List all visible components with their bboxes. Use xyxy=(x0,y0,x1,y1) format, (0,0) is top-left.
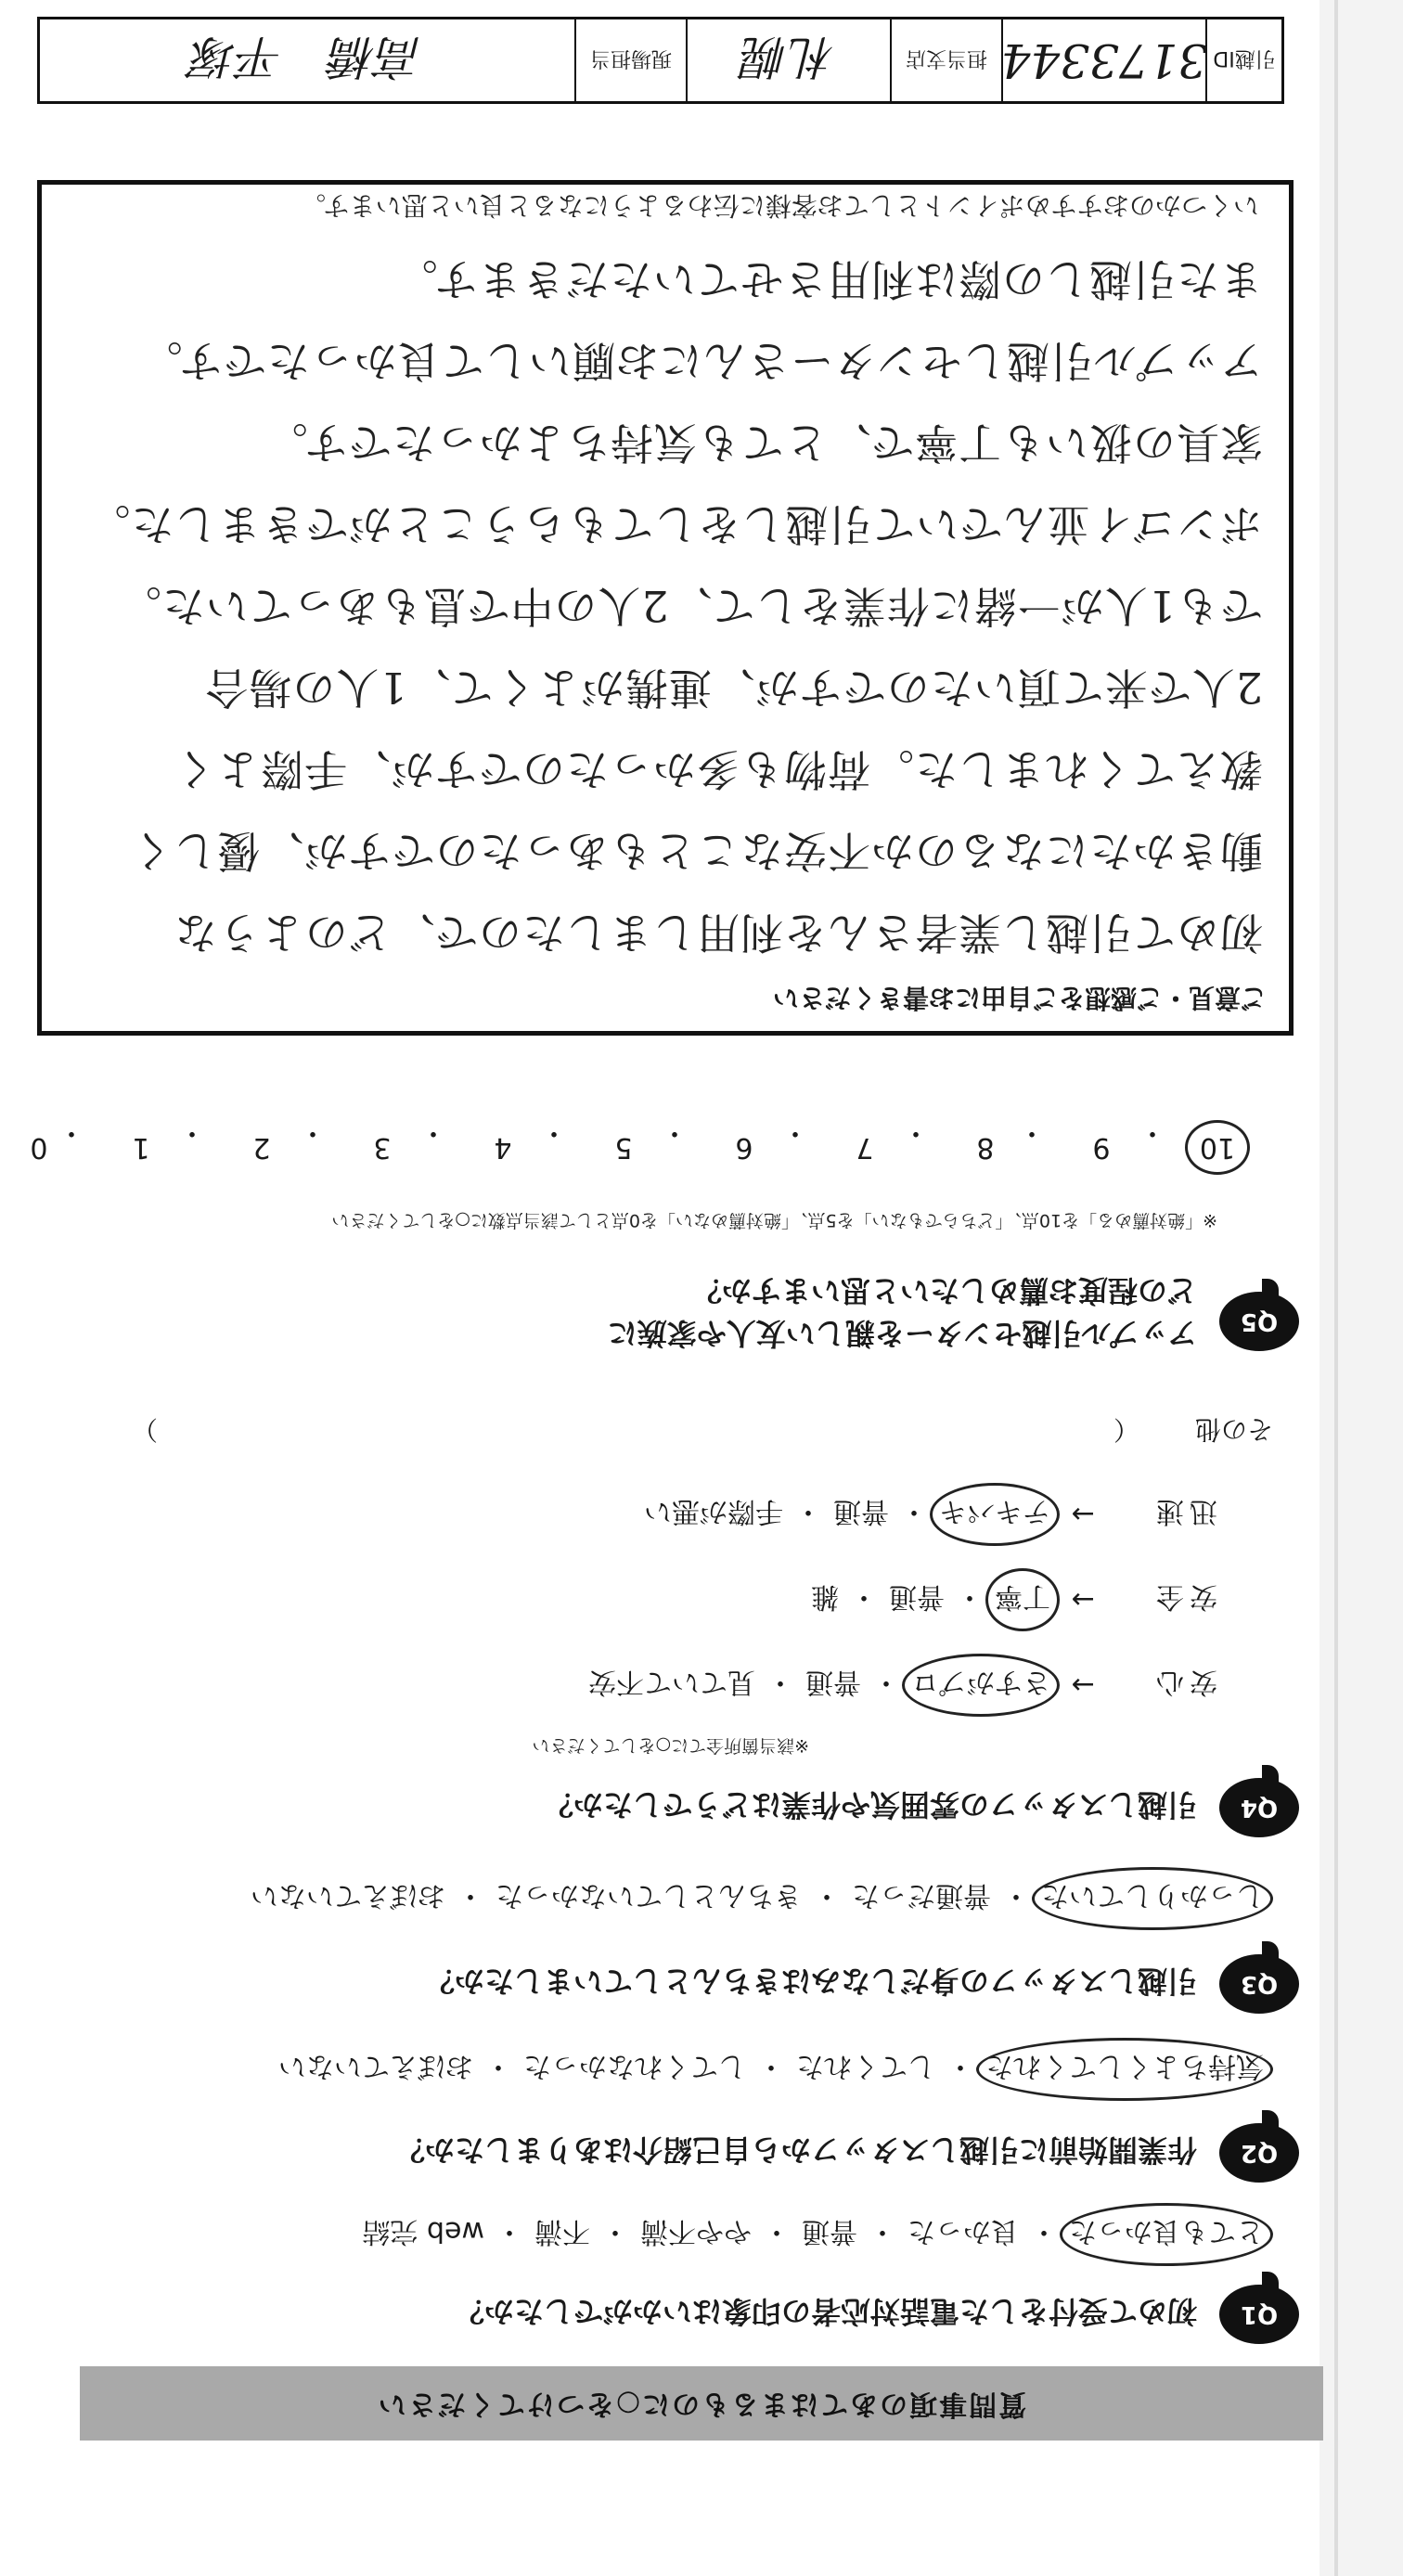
q4-row-speed: 迅速 → テキパキ ・ 普通 ・ 手際が悪い xyxy=(644,1494,1217,1535)
q5-question-line2: どの程度お薦めしたいと思いますか？ xyxy=(691,1273,1197,1308)
branch-label: 担当支店 xyxy=(890,19,1001,101)
q3-option-neat[interactable]: しっかりしていた xyxy=(1041,1878,1264,1919)
q4-option-careful[interactable]: 丁寧 xyxy=(995,1579,1050,1620)
q5-score-7[interactable]: 7 xyxy=(856,1131,874,1164)
q4-row-label: 安心 xyxy=(1151,1666,1217,1698)
handwritten-line: アップル引越しセンターさんにお願いして良かったです。 xyxy=(138,336,1263,386)
q4-note: ※該当箇所全てに○をしてください xyxy=(532,1735,809,1756)
q4-other-close-paren: ） xyxy=(131,1414,158,1445)
q4-option-normal[interactable]: 普通 xyxy=(889,1580,945,1613)
q4-row-label: 迅速 xyxy=(1151,1495,1217,1527)
handwritten-line: 動きかたになるのか不安なこともあったのですが、優しく xyxy=(129,826,1263,876)
handwritten-line: 家具の扱いも丁寧で、とても気持ちよかったです。 xyxy=(264,418,1263,468)
q3-option-normal[interactable]: 普通だった xyxy=(852,1879,991,1912)
q4-other-open-paren: （ xyxy=(1113,1414,1139,1445)
q5-score-8[interactable]: 8 xyxy=(976,1131,995,1164)
q5-score-1[interactable]: 1 xyxy=(132,1131,150,1164)
q4-option-brisk[interactable]: テキパキ xyxy=(939,1494,1050,1535)
q5-score-9[interactable]: 9 xyxy=(1092,1131,1111,1164)
handwritten-line: 教えてくれました。荷物も多かったのですが、手際よく xyxy=(173,744,1263,794)
q5-score-10[interactable]: 10 xyxy=(1194,1131,1241,1164)
q5-score-6[interactable]: 6 xyxy=(735,1131,753,1164)
q2-badge: Q2 xyxy=(1219,2123,1299,2183)
leader-label: 現場担当 xyxy=(574,19,686,101)
q2-option-did[interactable]: してくれた xyxy=(796,2050,935,2082)
q5-score-3[interactable]: 3 xyxy=(373,1131,392,1164)
q5-score-5[interactable]: 5 xyxy=(614,1131,633,1164)
handwritten-line: また引越しの際は利用させていただきます。 xyxy=(393,254,1263,304)
q5-note: ※「絶対薦める」を10点、「どちらでもない」を5点、「絶対薦めない」を0点として該当点数に○をしてください xyxy=(331,1210,1217,1230)
q4-badge: Q4 xyxy=(1219,1778,1299,1837)
scan-edge-line xyxy=(1334,0,1338,2576)
q1-option-slightly-dissatisfied[interactable]: やや不満 xyxy=(640,2215,752,2248)
q4-question: 引越しスタッフの雰囲気や作業はどうでしたか？ xyxy=(543,1787,1197,1823)
q2-question: 作業開始前に引越しスタッフから自己紹介はありましたか？ xyxy=(394,2132,1197,2168)
handwritten-line: 初めて引越し業者さんを利用しましたので、どのような xyxy=(173,908,1263,958)
q3-question: 引越しスタッフの身だしなみはきちんとしていましたか？ xyxy=(424,1964,1197,1999)
q3-option-not-neat[interactable]: きちんとしていなかった xyxy=(496,1879,802,1912)
move-id-label: 引越ID xyxy=(1205,19,1281,101)
q4-row-security: 安全 → 丁寧 ・ 普通 ・ 雑 xyxy=(811,1579,1217,1620)
q2-option-gladly[interactable]: 気持ちよくしてくれた xyxy=(985,2049,1264,2090)
q5-score-2[interactable]: 2 xyxy=(252,1131,271,1164)
instruction-text: 質問事項のあてはまるものに○をつけてください xyxy=(376,2388,1027,2420)
instruction-banner xyxy=(80,2366,1323,2441)
handwritten-line: 2人で来て頂いたのですが、連携がよくて、1人の場合 xyxy=(204,663,1263,713)
q4-option-normal[interactable]: 普通 xyxy=(833,1495,889,1527)
move-id-value: 3173344 xyxy=(1001,19,1205,101)
q1-question: 初めて受付をした電話対応者の印象はいかがでしたか？ xyxy=(454,2294,1197,2329)
q1-option-web[interactable]: web 完結 xyxy=(362,2215,484,2248)
q5-question-line1: アップル引越センターを親しい友人や家族に xyxy=(607,1316,1197,1351)
q4-option-anxious[interactable]: 見ていて不安 xyxy=(588,1666,755,1698)
q2-option-did-not[interactable]: してくれなかった xyxy=(523,2050,746,2082)
q5-score-4[interactable]: 4 xyxy=(494,1131,512,1164)
handwritten-line: ボンゴイ並んでいて引越しをしてもらうことができました。 xyxy=(86,499,1263,549)
q4-other-label: その他 xyxy=(1194,1414,1273,1445)
q3-option-not-remember[interactable]: おぼえていない xyxy=(251,1879,445,1912)
arrow-icon: → xyxy=(1071,1498,1095,1531)
q4-row-label: 安全 xyxy=(1151,1580,1217,1613)
q1-option-normal[interactable]: 普通 xyxy=(802,2215,857,2248)
q4-other-row xyxy=(132,1412,1273,1449)
id-strip xyxy=(37,17,1284,104)
scan-edge xyxy=(1319,0,1403,2576)
q3-options: しっかりしていた ・ 普通だった ・ きちんとしていなかった ・ おぼえていない xyxy=(251,1878,1264,1919)
branch-value: 札幌 xyxy=(686,19,890,101)
q1-option-good[interactable]: 良かった xyxy=(907,2215,1019,2248)
q1-option-very-good[interactable]: とても良かった xyxy=(1069,2214,1264,2255)
q1-badge: Q1 xyxy=(1219,2285,1299,2344)
q4-option-clumsy[interactable]: 手際が悪い xyxy=(644,1495,783,1527)
q5-badge: Q5 xyxy=(1219,1292,1299,1351)
comments-box[interactable] xyxy=(37,180,1294,1036)
q3-badge: Q3 xyxy=(1219,1954,1299,2014)
q4-option-pro[interactable]: さすがプロ xyxy=(911,1665,1050,1706)
q4-option-rough[interactable]: 雑 xyxy=(811,1580,839,1613)
q4-option-normal[interactable]: 普通 xyxy=(805,1666,861,1698)
q2-options: 気持ちよくしてくれた ・ してくれた ・ してくれなかった ・ おぼえていない xyxy=(278,2049,1264,2090)
comments-title: ご意見・ご感想をご自由にお書きください xyxy=(772,983,1267,1013)
arrow-icon: → xyxy=(1071,1668,1095,1702)
leader-value: 高橋 平塚 xyxy=(191,30,423,84)
q4-row-safety: 安心 → さすがプロ ・ 普通 ・ 見ていて不安 xyxy=(588,1665,1217,1706)
handwritten-footer-line: いくつかのおすすめポイントとしてお客様に伝わるようになると良いと思います。 xyxy=(299,190,1259,221)
q5-scale: 10 ・ 9 ・ 8 ・ 7 ・ 6 ・ 5 ・ 4 ・ 3 ・ 2 ・ 1 ・ 0 xyxy=(104,1108,1403,1164)
q5-score-0[interactable]: 0 xyxy=(30,1131,48,1164)
handwritten-line: でも1人が一緒に作業をして、2人の中で息もあっていた。 xyxy=(117,581,1263,631)
q1-options: とても良かった ・ 良かった ・ 普通 ・ やや不満 ・ 不満 ・ web 完結 xyxy=(362,2214,1264,2255)
q1-option-dissatisfied[interactable]: 不満 xyxy=(534,2215,590,2248)
arrow-icon: → xyxy=(1071,1583,1095,1616)
q2-option-not-remember[interactable]: おぼえていない xyxy=(278,2050,473,2082)
